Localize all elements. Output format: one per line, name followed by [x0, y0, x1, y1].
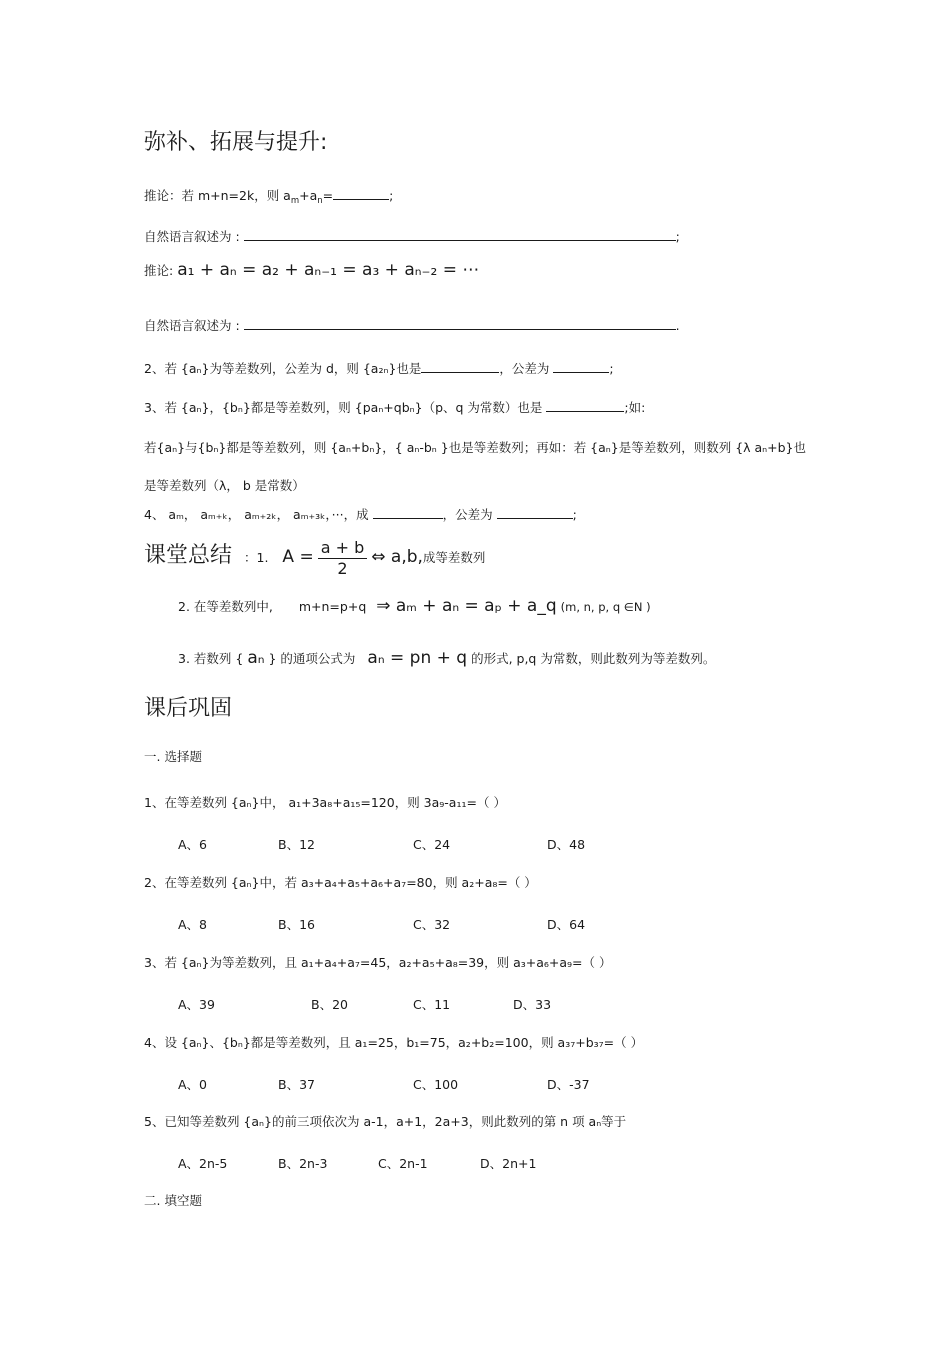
question-4-option-a[interactable]: A、0	[178, 1077, 208, 1092]
corollary-1	[144, 188, 393, 209]
summary-point-3	[178, 650, 715, 667]
item-3-text-b: ;如:	[624, 400, 646, 415]
summary-point-2-label: 2. 在等差数列中,	[178, 599, 273, 614]
summary-point-2-tail: (m, n, p, q ∈N )	[560, 600, 651, 614]
item-2	[144, 361, 614, 377]
corollary-2	[144, 262, 479, 279]
corollary-2-label: 推论:	[144, 263, 174, 278]
item-2-text-b: ，公差为	[499, 361, 550, 376]
question-3-option-d[interactable]: D、33	[513, 997, 552, 1012]
equals: =	[322, 188, 334, 203]
summary-point-3-mid: } 的通项公式为	[268, 651, 356, 666]
summary-point-1-label: ：1.	[244, 550, 269, 565]
period: .	[675, 318, 680, 333]
question-5-option-d[interactable]: D、2n+1	[480, 1156, 537, 1171]
answer-blank[interactable]	[373, 508, 443, 519]
question-4-option-c[interactable]: C、100	[413, 1077, 459, 1092]
formula-rhs: ⇔ a,b,	[371, 547, 423, 567]
question-4-option-d[interactable]: D、-37	[547, 1077, 590, 1092]
question-4-option-b[interactable]: B、37	[278, 1077, 315, 1092]
question-5: 5、已知等差数列 {aₙ}的前三项依次为 a-1，a+1，2a+3，则此数列的第 n 项 aₙ等于	[144, 1114, 627, 1129]
semicolon: ;	[572, 507, 577, 522]
sub-m: m	[290, 196, 300, 206]
answer-blank[interactable]	[421, 362, 499, 373]
question-3-option-c[interactable]: C、11	[413, 997, 451, 1012]
corollary-1-text: 推论：若 m+n=2k，则 a	[144, 188, 291, 203]
semicolon: ;	[609, 361, 614, 376]
formula-lhs: A =	[282, 547, 314, 567]
part-1-heading: 一. 选择题	[144, 749, 202, 764]
summary-point-3-label: 3. 若数列 {	[178, 651, 244, 666]
part-2-heading: 二. 填空题	[144, 1193, 202, 1208]
homework-title: 课后巩固	[144, 696, 233, 721]
item-3	[144, 400, 645, 416]
summary-point-3-an: aₙ	[247, 648, 265, 668]
question-3-option-b[interactable]: B、20	[311, 997, 348, 1012]
question-1-option-b[interactable]: B、12	[278, 837, 315, 852]
fraction	[318, 538, 368, 579]
summary-point-3-tail: 的形式, p,q 为常数，则此数列为等差数列。	[471, 651, 716, 666]
question-3: 3、若 {aₙ}为等差数列，且 a₁+a₄+a₇=45，a₂+a₅+a₈=39，则 a₃+a₆+a₉=（ ）	[144, 955, 612, 970]
question-2: 2、在等差数列 {aₙ}中，若 a₃+a₄+a₅+a₆+a₇=80，则 a₂+a₈=（ ）	[144, 875, 537, 890]
summary-point-2-condition: m+n=p+q	[298, 599, 367, 614]
summary-title: 课堂总结	[144, 543, 233, 568]
summary-point-1	[144, 538, 485, 579]
summary-point-3-formula: aₙ = pn + q	[367, 648, 468, 668]
question-1-option-d[interactable]: D、48	[547, 837, 586, 852]
item-2-text: 2、若 {aₙ}为等差数列，公差为 d，则 {a₂ₙ}也是	[144, 361, 422, 376]
question-1-option-c[interactable]: C、24	[413, 837, 451, 852]
question-2-option-d[interactable]: D、64	[547, 917, 586, 932]
section-title-supplement: 弥补、拓展与提升:	[144, 130, 328, 155]
item-4-text: 4、 aₘ， aₘ₊ₖ， aₘ₊₂ₖ， aₘ₊₃ₖ，···，成	[144, 507, 369, 522]
semicolon: ;	[675, 229, 680, 244]
question-4: 4、设 {aₙ}、{bₙ}都是等差数列，且 a₁=25，b₁=75，a₂+b₂=100，则 a₃₇+b₃₇=（ ）	[144, 1035, 644, 1050]
question-5-option-c[interactable]: C、2n-1	[378, 1156, 428, 1171]
natural-language-label: 自然语言叙述为 :	[144, 229, 240, 244]
fraction-numerator: a + b	[318, 538, 368, 559]
item-3-text: 3、若 {aₙ}，{bₙ}都是等差数列，则 {paₙ+qbₙ}（p、q 为常数）也是	[144, 400, 543, 415]
question-2-option-a[interactable]: A、8	[178, 917, 208, 932]
summary-point-2-formula: ⇒ aₘ + aₙ = aₚ + a_q	[376, 596, 557, 616]
answer-blank[interactable]	[497, 508, 573, 519]
item-4	[144, 507, 577, 523]
answer-blank[interactable]	[333, 189, 389, 200]
question-3-option-a[interactable]: A、39	[178, 997, 215, 1012]
answer-blank[interactable]	[546, 401, 624, 412]
plus-a: +a	[299, 188, 318, 203]
answer-blank[interactable]	[244, 319, 676, 330]
summary-point-1-tail: 成等差数列	[422, 550, 486, 565]
question-1-option-a[interactable]: A、6	[178, 837, 208, 852]
semicolon: ;	[389, 188, 394, 203]
question-2-option-c[interactable]: C、32	[413, 917, 451, 932]
item-3-line-2: 若{aₙ}与{bₙ}都是等差数列，则 {aₙ+bₙ}，{ aₙ-bₙ }也是等差数列；再如：若 {aₙ}是等差数列，则数列 {λ aₙ+b}也	[144, 440, 807, 455]
natural-language-line-2	[144, 318, 680, 334]
question-5-option-b[interactable]: B、2n-3	[278, 1156, 328, 1171]
summary-point-2	[178, 598, 651, 615]
natural-language-label: 自然语言叙述为 :	[144, 318, 240, 333]
item-4-text-b: ，公差为	[442, 507, 493, 522]
answer-blank[interactable]	[244, 230, 676, 241]
answer-blank[interactable]	[553, 362, 609, 373]
sub-n: n	[317, 196, 323, 206]
question-5-option-a[interactable]: A、2n-5	[178, 1156, 228, 1171]
fraction-denominator: 2	[337, 559, 348, 578]
corollary-2-formula: a₁ + aₙ = a₂ + aₙ₋₁ = a₃ + aₙ₋₂ = ⋯	[177, 260, 480, 280]
natural-language-line-1	[144, 229, 680, 245]
question-1: 1、在等差数列 {aₙ}中， a₁+3a₈+a₁₅=120，则 3a₉-a₁₁=（ ）	[144, 795, 506, 810]
question-2-option-b[interactable]: B、16	[278, 917, 315, 932]
item-3-line-3: 是等差数列（λ， b 是常数）	[144, 478, 305, 493]
